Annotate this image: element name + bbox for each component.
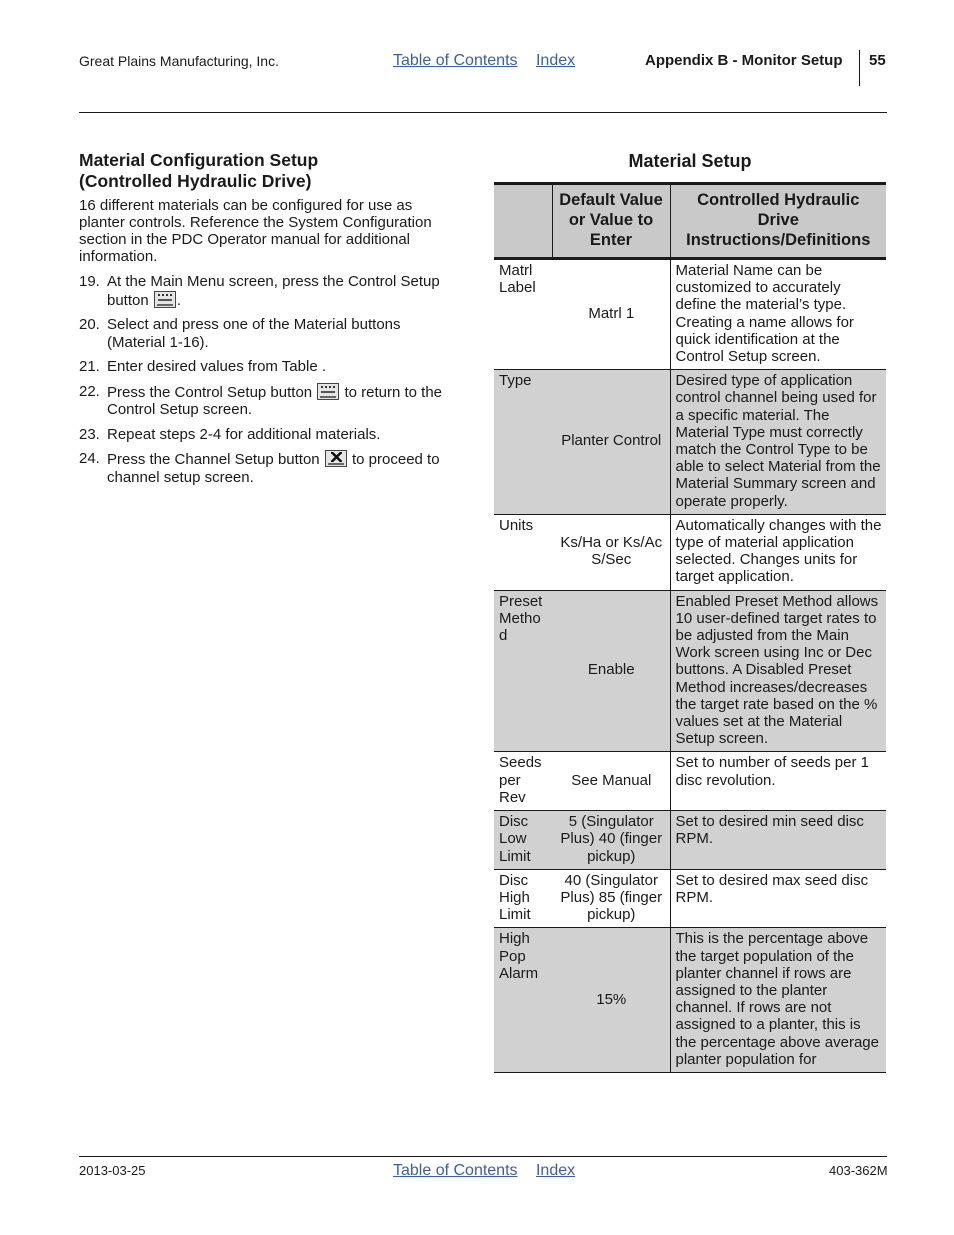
- step-text-before: Press the Control Setup button: [107, 383, 313, 401]
- table-row: [494, 869, 886, 928]
- header-index-link[interactable]: Index: [535, 52, 576, 69]
- row-parameter-label: Seeds per Rev: [494, 752, 552, 811]
- step-item: [79, 358, 459, 376]
- header-toc-link[interactable]: Table of Contents: [393, 52, 518, 69]
- intro-paragraph: 16 different materials can be configured for use as planter controls. Reference the System Configuration section in the PDC Operator manual for additional information.: [79, 197, 432, 265]
- step-number: 22.: [79, 382, 100, 400]
- row-definition: Set to desired max seed disc RPM.: [670, 869, 886, 928]
- table-row: [494, 752, 886, 811]
- row-definition: This is the percentage above the target population of the planter channel if rows are assigned to the planter channel. If rows are not assigned to a planter, this is the percentage above average planter population for: [670, 928, 886, 1073]
- table-row: [494, 259, 886, 370]
- section-title: [79, 150, 459, 192]
- step-text-after: .: [176, 291, 182, 309]
- footer-index-link[interactable]: Index: [535, 1162, 576, 1179]
- row-definition: Material Name can be customized to accurately define the material’s type. Creating a name allows for quick identification at the Control Setup screen.: [670, 259, 886, 370]
- step-item: [79, 383, 459, 419]
- step-text-after: to proceed to channel setup screen.: [107, 451, 440, 486]
- row-definition: Set to number of seeds per 1 disc revolution.: [670, 752, 886, 811]
- footer-nav: [393, 1162, 589, 1180]
- steps-list: [79, 273, 459, 486]
- step-text: [107, 273, 459, 309]
- left-column: [79, 150, 459, 493]
- step-number: 24.: [79, 450, 100, 467]
- row-parameter-label: Disc High Limit: [494, 869, 552, 928]
- step-text: [107, 450, 459, 486]
- step-number: 23.: [79, 425, 100, 443]
- row-default-value: See Manual: [552, 752, 670, 811]
- header-nav: [393, 52, 589, 70]
- header-divider: [859, 50, 860, 86]
- section-title-line2: (Controlled Hydraulic Drive): [79, 171, 312, 191]
- table-row: [494, 811, 886, 870]
- step-number: 21.: [79, 358, 100, 375]
- row-default-value: 40 (Singulator Plus) 85 (finger pickup): [552, 869, 670, 928]
- row-parameter-label: Matrl Label: [494, 259, 552, 370]
- row-parameter-label: Disc Low Limit: [494, 811, 552, 870]
- table-row: [494, 370, 886, 515]
- step-number: 19.: [79, 273, 100, 290]
- step-text-before: Enter desired values from Table .: [107, 358, 327, 375]
- step-text-before: Press the Channel Setup button: [107, 451, 320, 468]
- control-setup-icon: [154, 291, 176, 308]
- header-cell-parameter: [494, 184, 552, 259]
- row-parameter-label: Units: [494, 514, 552, 590]
- control-setup-icon: [317, 383, 339, 400]
- step-text: [107, 358, 459, 376]
- company-name: Great Plains Manufacturing, Inc.: [79, 53, 279, 69]
- row-definition: Set to desired min seed disc RPM.: [670, 811, 886, 870]
- table-header-row: [494, 184, 886, 259]
- row-default-value: Planter Control: [552, 370, 670, 515]
- step-text-after: to return to the Control Setup screen.: [107, 383, 443, 418]
- footer-date: 2013-03-25: [79, 1163, 146, 1178]
- header-cell-default-value: Default Value or Value to Enter: [552, 184, 670, 259]
- footer-doc-number: 403-362M: [829, 1163, 888, 1178]
- step-text-before: Select and press one of the Material buttons (Material 1-16).: [107, 316, 401, 351]
- row-parameter-label: Type: [494, 370, 552, 515]
- row-default-value: Matrl 1: [552, 259, 670, 370]
- material-setup-table-wrap: [494, 182, 886, 1126]
- footer-toc-link[interactable]: Table of Contents: [393, 1162, 518, 1179]
- table-row: [494, 514, 886, 590]
- row-default-value: Enable: [552, 590, 670, 752]
- step-text: [107, 316, 459, 351]
- step-item: [79, 426, 459, 444]
- table-title: Material Setup: [628, 151, 752, 171]
- header-rule: [79, 112, 887, 113]
- row-default-value: Ks/Ha or Ks/Ac S/Sec: [552, 514, 670, 590]
- row-default-value: 15%: [552, 928, 670, 1073]
- step-text-before: Repeat steps 2-4 for additional materials.: [107, 425, 381, 443]
- step-item: [79, 450, 459, 486]
- footer-rule: [79, 1156, 887, 1157]
- table-body: [494, 259, 886, 1073]
- step-text: [107, 426, 459, 444]
- row-parameter-label: Preset Metho d: [494, 590, 552, 752]
- step-item: [79, 273, 459, 309]
- header-cell-definitions: Controlled Hydraulic Drive Instructions/Definitions: [670, 184, 886, 259]
- channel-setup-icon: [325, 450, 347, 467]
- step-number: 20.: [79, 316, 100, 333]
- row-parameter-label: High Pop Alarm: [494, 928, 552, 1073]
- step-item: [79, 316, 459, 351]
- row-definition: Automatically changes with the type of material application selected. Changes units for target application.: [670, 514, 886, 590]
- table-row: [494, 928, 886, 1073]
- step-text-before: At the Main Menu screen, press the Control Setup button: [107, 273, 440, 309]
- row-definition: Desired type of application control channel being used for a specific material. The Material Type must correctly match the Control Type to be able to select Material from the Material Summary screen and operate properly.: [670, 370, 886, 515]
- page-number: 55: [869, 52, 886, 69]
- material-setup-table: [494, 182, 886, 1073]
- appendix-title: Appendix B - Monitor Setup: [645, 52, 843, 69]
- table-row: [494, 590, 886, 752]
- section-title-line1: Material Configuration Setup: [79, 150, 319, 170]
- row-default-value: 5 (Singulator Plus) 40 (finger pickup): [552, 811, 670, 870]
- row-definition: Enabled Preset Method allows 10 user-defined target rates to be adjusted from the Main Work screen using Inc or Dec buttons. A Disabled Preset Method increases/decreases the target rate based on the % values set at the Material Setup screen.: [670, 590, 886, 752]
- step-text: [107, 383, 459, 419]
